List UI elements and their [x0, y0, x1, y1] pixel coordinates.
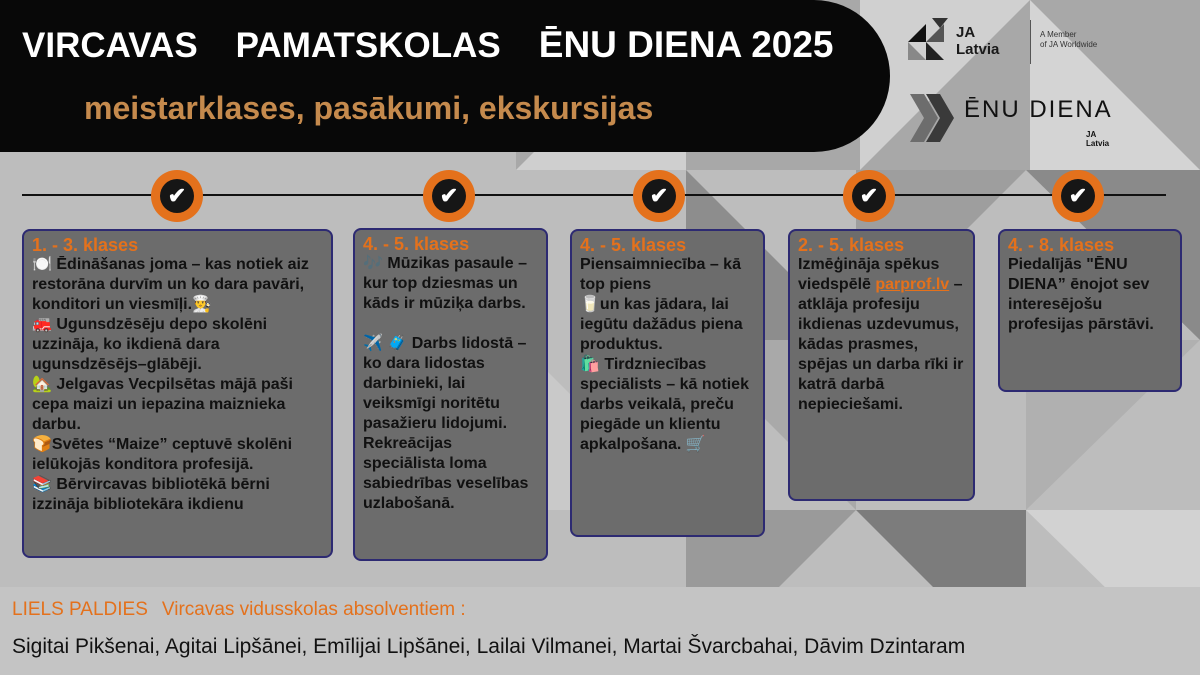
- thanks-label: LIELS PALDIES: [12, 599, 148, 620]
- footer-thanks: [0, 587, 1200, 675]
- check-icon: ✔: [160, 179, 194, 213]
- ja-latvia-logo: [904, 16, 1144, 72]
- card-grades-4-5-a: [353, 228, 548, 561]
- check-icon: ✔: [432, 179, 466, 213]
- timeline-marker-3: [633, 170, 685, 222]
- thanks-line: [12, 599, 480, 621]
- card-body-text: Izmēģināja spēkus viedspēlē: [798, 256, 940, 293]
- card-title: 4. - 8. klases: [1008, 235, 1115, 255]
- ja-logo-text: JA Latvia: [956, 24, 1000, 58]
- card-title: 1. - 3. klases: [32, 235, 139, 255]
- enu-diena-logo: [904, 86, 1144, 156]
- card-body: Piensaimniecība – kā top piens 🥛un kas jādara, lai iegūtu dažādus piena produktus. 🛍️ Tirdzniecības speciālists – kā notiek darbs veikalā, preču piegāde un klientu apkalpošana. 🛒: [580, 256, 749, 453]
- card-body: [798, 255, 965, 415]
- title-event: ĒNU DIENA 2025: [538, 24, 834, 65]
- page-title: [22, 24, 872, 66]
- card-grades-2-5: [788, 229, 975, 501]
- enu-diena-text: ĒNU DIENA: [964, 96, 1113, 123]
- enu-ja-text: JA Latvia: [1086, 130, 1110, 148]
- check-icon: ✔: [852, 179, 886, 213]
- card-grades-4-8: [998, 229, 1182, 392]
- graduate-names: Sigitai Pikšenai, Agitai Lipšānei, Emīlijai Lipšānei, Lailai Vilmanei, Martai Švarcbahai, Dāvim Dzintaram: [12, 635, 966, 658]
- title-word-school-2: PAMATSKOLAS: [235, 26, 501, 65]
- check-icon: ✔: [1061, 179, 1095, 213]
- header-banner: [0, 0, 890, 152]
- timeline-marker-2: [423, 170, 475, 222]
- card-body: Piedalījās "ĒNU DIENA” ēnojot sev interesējošu profesijas pārstāvi.: [1008, 256, 1154, 333]
- card-title: 4. - 5. klases: [580, 235, 687, 255]
- timeline-marker-5: [1052, 170, 1104, 222]
- card-body: 🎶 Mūzikas pasaule – kur top dziesmas un kāds ir mūziķa darbs. ✈️ 🧳 Darbs lidostā – ko dara lidostas darbinieki, lai veiksmīgi noritētu pasažieru lidojumi. Rekreācijas speciālista loma sabiedrības veselības uzlabošanā.: [363, 255, 529, 512]
- card-title: 4. - 5. klases: [363, 234, 470, 254]
- ja-member-text: A Member of JA Worldwide: [1040, 30, 1098, 49]
- title-word-school: VIRCAVAS: [22, 26, 198, 65]
- card-grades-4-5-b: [570, 229, 765, 537]
- check-icon: ✔: [642, 179, 676, 213]
- timeline-marker-1: [151, 170, 203, 222]
- enu-diena-mark-icon: [904, 86, 956, 150]
- card-grades-1-3: [22, 229, 333, 558]
- ja-triangle-icon: [904, 16, 950, 68]
- logo-divider: [1030, 20, 1031, 64]
- page-subtitle: meistarklases, pasākumi, ekskursijas: [84, 90, 654, 126]
- timeline-marker-4: [843, 170, 895, 222]
- card-body-text-2: – atklāja profesiju ikdienas uzdevumus, kādas prasmes, spējas un darba rīki ir katrā darbā nepieciešami.: [798, 276, 964, 413]
- thanks-recipients: Vircavas vidusskolas absolventiem :: [161, 599, 466, 620]
- card-body: 🍽️ Ēdināšanas joma – kas notiek aiz restorāna durvīm un ko dara pavāri, konditori un viesmīļi.👨‍🍳 🚒 Ugunsdzēsēju depo skolēni uzzināja, ko ikdienā dara ugunsdzēsējs–glābēji. 🏡 Jelgavas Vecpilsētas mājā paši cepa maizi un iepazina maiznieka darbu. 🍞Svētes “Maize” ceptuvē skolēni ielūkojās konditora profesijā. 📚 Bērvircavas bibliotēkā bērni izzināja bibliotekāra ikdienu: [32, 256, 309, 513]
- card-title: 2. - 5. klases: [798, 235, 905, 255]
- parprof-link[interactable]: parprof.lv: [875, 276, 950, 293]
